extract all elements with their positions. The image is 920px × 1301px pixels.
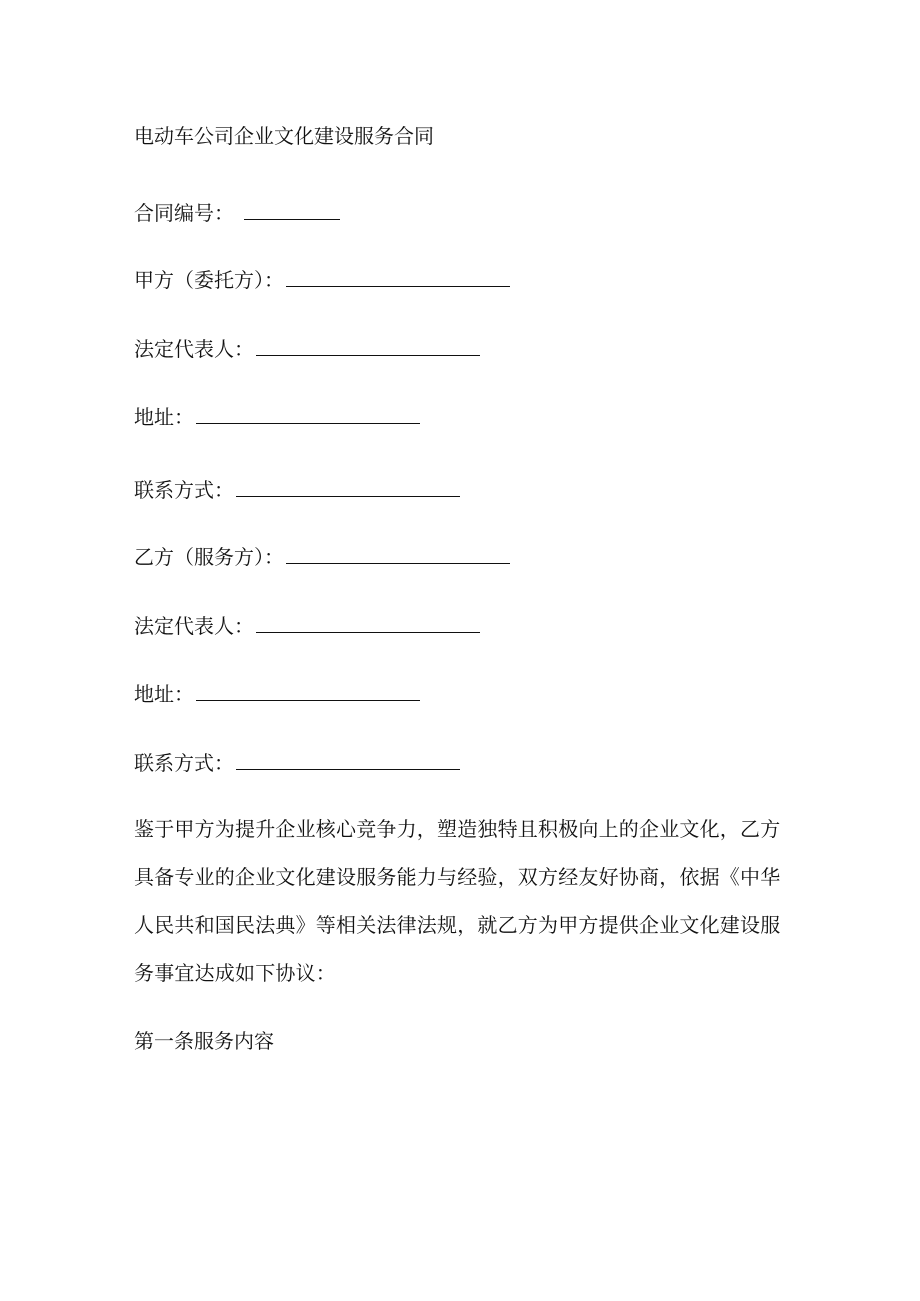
party-a-representative-label: 法定代表人：	[134, 337, 254, 361]
contract-number-label: 合同编号：	[134, 201, 234, 225]
party-a-address-label: 地址：	[134, 405, 194, 429]
section-heading: 第一条服务内容	[134, 1029, 274, 1053]
party-b-representative-label: 法定代表人：	[134, 614, 254, 638]
party-a-contact-row	[134, 476, 460, 502]
party-b-blank[interactable]	[286, 543, 510, 564]
party-b-contact-blank[interactable]	[236, 749, 460, 770]
party-b-address-row	[134, 680, 420, 706]
party-b-contact-label: 联系方式：	[134, 751, 234, 775]
party-a-label: 甲方（委托方）：	[134, 268, 284, 292]
preamble-paragraph	[134, 805, 784, 997]
preamble-line-4: 务事宜达成如下协议：	[134, 961, 336, 985]
party-b-row	[134, 543, 510, 569]
party-a-contact-blank[interactable]	[236, 476, 460, 497]
party-b-contact-row	[134, 749, 460, 775]
contract-number-blank[interactable]	[244, 199, 340, 220]
party-a-representative-row	[134, 335, 480, 361]
preamble-line-1: 鉴于甲方为提升企业核心竞争力，塑造独特且积极向上的企业文化，乙方	[134, 817, 781, 841]
party-a-address-row	[134, 403, 420, 429]
party-b-address-label: 地址：	[134, 682, 194, 706]
contract-number-row	[134, 199, 340, 225]
party-b-representative-row	[134, 612, 480, 638]
preamble-line-3: 人民共和国民法典》等相关法律法规，就乙方为甲方提供企业文化建设服	[134, 913, 781, 937]
party-b-address-blank[interactable]	[196, 680, 420, 701]
party-a-row	[134, 266, 510, 292]
party-a-representative-blank[interactable]	[256, 335, 480, 356]
party-a-contact-label: 联系方式：	[134, 478, 234, 502]
party-a-address-blank[interactable]	[196, 403, 420, 424]
document-title: 电动车公司企业文化建设服务合同	[134, 124, 434, 148]
party-b-representative-blank[interactable]	[256, 612, 480, 633]
preamble-line-2: 具备专业的企业文化建设服务能力与经验，双方经友好协商，依据《中华	[134, 865, 781, 889]
party-b-label: 乙方（服务方）：	[134, 545, 284, 569]
party-a-blank[interactable]	[286, 266, 510, 287]
